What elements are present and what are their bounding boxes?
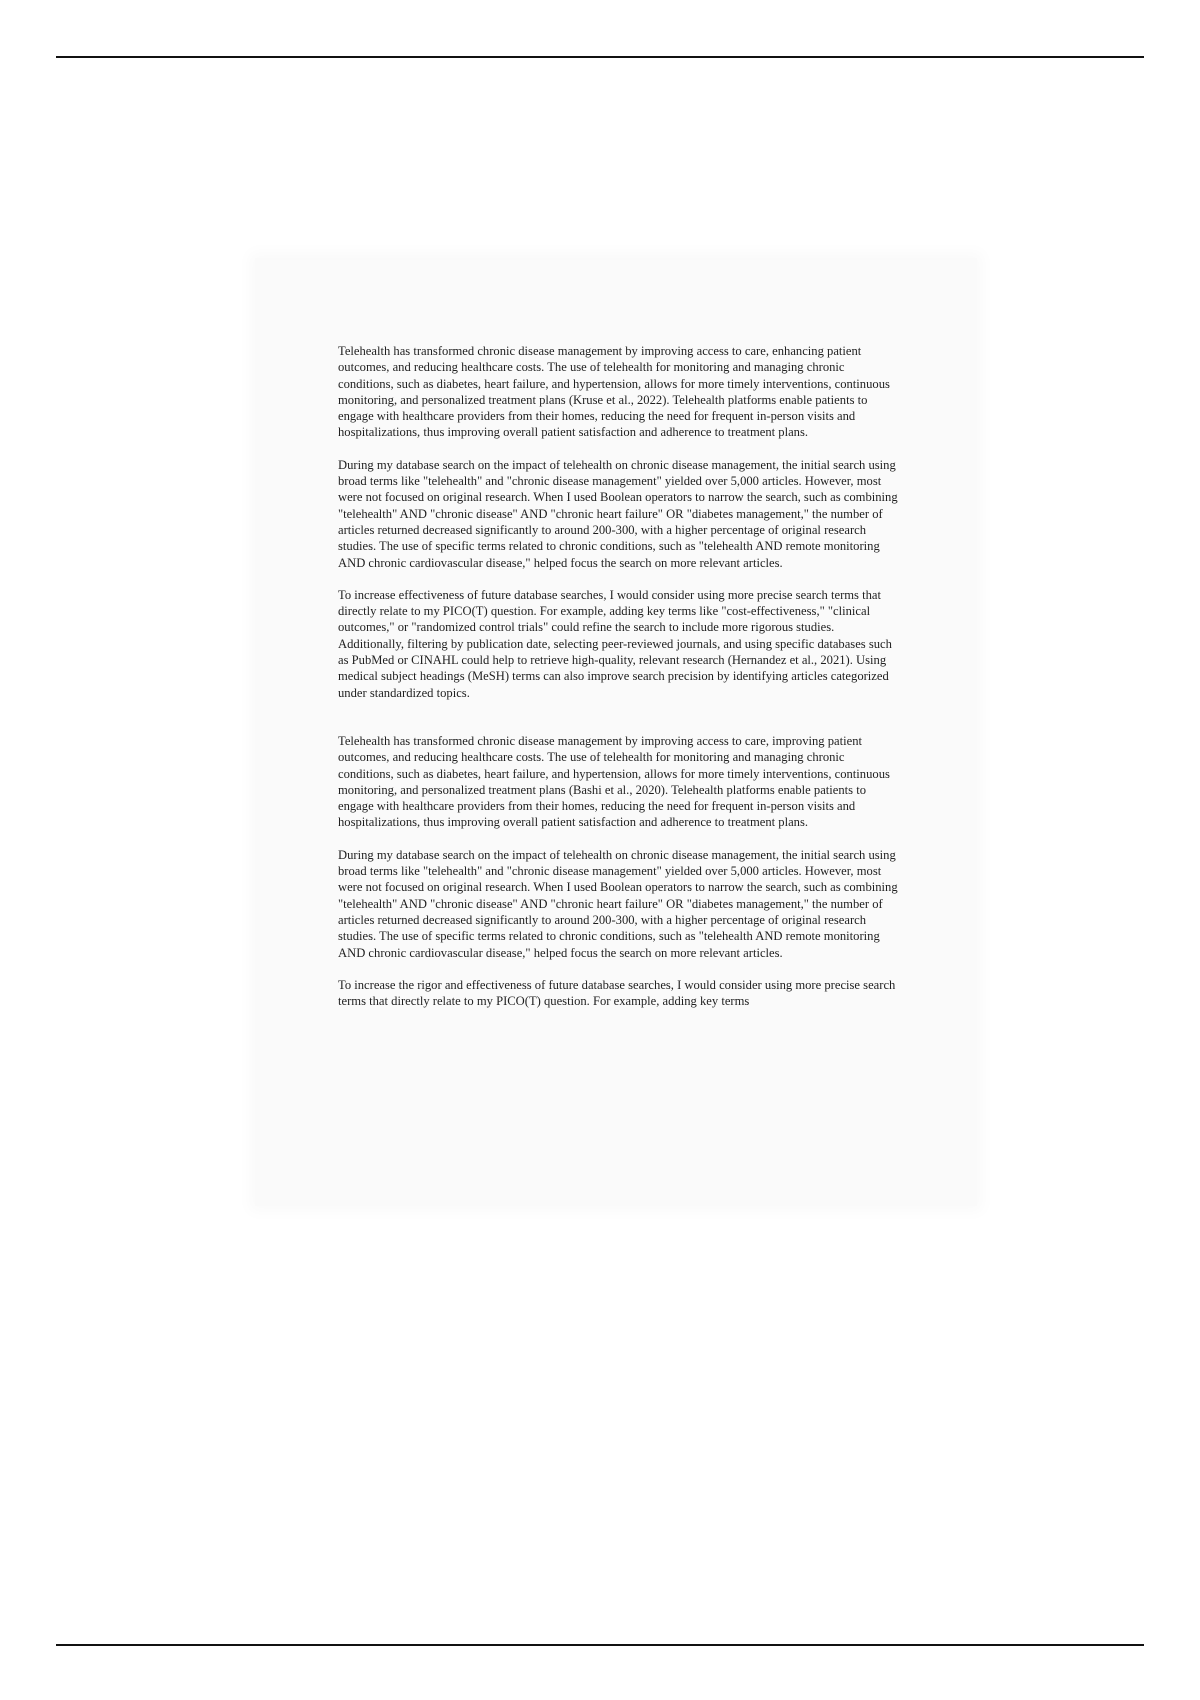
paragraph-database-search: During my database search on the impact of telehealth on chronic disease management, the initial search using broad terms like "telehealth" and "chronic disease management" yielded over 5,000 articles. However, most were not focused on original research. When I used Boolean operators to narrow the search, such as combining "telehealth" AND "chronic disease" AND "chronic heart failure" OR "diabetes management," the number of articles returned decreased significantly to around 200-300, with a higher percentage of original research studies. The use of specific terms related to chronic conditions, such as "telehealth AND remote monitoring AND chronic cardiovascular disease," helped focus the search on more relevant articles. <box>338 457 898 570</box>
paragraph-telehealth-intro: Telehealth has transformed chronic disease management by improving access to care, enhancing patient outcomes, and reducing healthcare costs. The use of telehealth for monitoring and managing chronic conditions, such as diabetes, heart failure, and hypertension, allows for more timely interventions, continuous monitoring, and personalized treatment plans (Kruse et al., 2022). Telehealth platforms enable patients to engage with healthcare providers from their homes, reducing the need for frequent in-person visits and hospitalizations, thus improving overall patient satisfaction and adherence to treatment plans. <box>338 344 890 440</box>
paragraph-database-search-repeat: During my database search on the impact of telehealth on chronic disease management, the initial search using broad terms like "telehealth" and "chronic disease management" yielded over 5,000 articles. However, most were not focused on original research. When I used Boolean operators to narrow the search, such as combining "telehealth" AND "chronic disease" AND "chronic heart failure" OR "diabetes management," the number of articles returned decreased significantly to around 200-300, with a higher percentage of original research studies. The use of specific terms related to chronic conditions, such as "telehealth AND remote monitoring AND chronic cardiovascular disease," helped focus the search on more relevant articles. <box>338 847 898 960</box>
document-body <box>338 343 901 1025</box>
paragraph-future-searches: To increase effectiveness of future database searches, I would consider using more precise search terms that directly relate to my PICO(T) question. For example, adding key terms like "cost-effectiveness," "clinical outcomes," or "randomized control trials" could refine the search to include more rigorous studies. Additionally, filtering by publication date, selecting peer-reviewed journals, and using specific databases such as PubMed or CINAHL could help to retrieve high-quality, relevant research (Hernandez et al., 2021). Using medical subject headings (MeSH) terms can also improve search precision by identifying articles categorized under standardized topics. <box>338 587 892 700</box>
header-rule <box>56 56 1144 58</box>
paragraph-future-searches-truncated: To increase the rigor and effectiveness of future database searches, I would consider using more precise search terms that directly relate to my PICO(T) question. For example, adding key terms <box>338 977 896 1009</box>
footer-rule <box>56 1644 1144 1646</box>
paragraph-telehealth-intro-repeat: Telehealth has transformed chronic disease management by improving access to care, improving patient outcomes, and reducing healthcare costs. The use of telehealth for monitoring and managing chronic conditions, such as diabetes, heart failure, and hypertension, allows for more timely interventions, continuous monitoring, and personalized treatment plans (Bashi et al., 2020). Telehealth platforms enable patients to engage with healthcare providers from their homes, reducing the need for frequent in-person visits and hospitalizations, thus improving overall patient satisfaction and adherence to treatment plans. <box>338 733 890 830</box>
